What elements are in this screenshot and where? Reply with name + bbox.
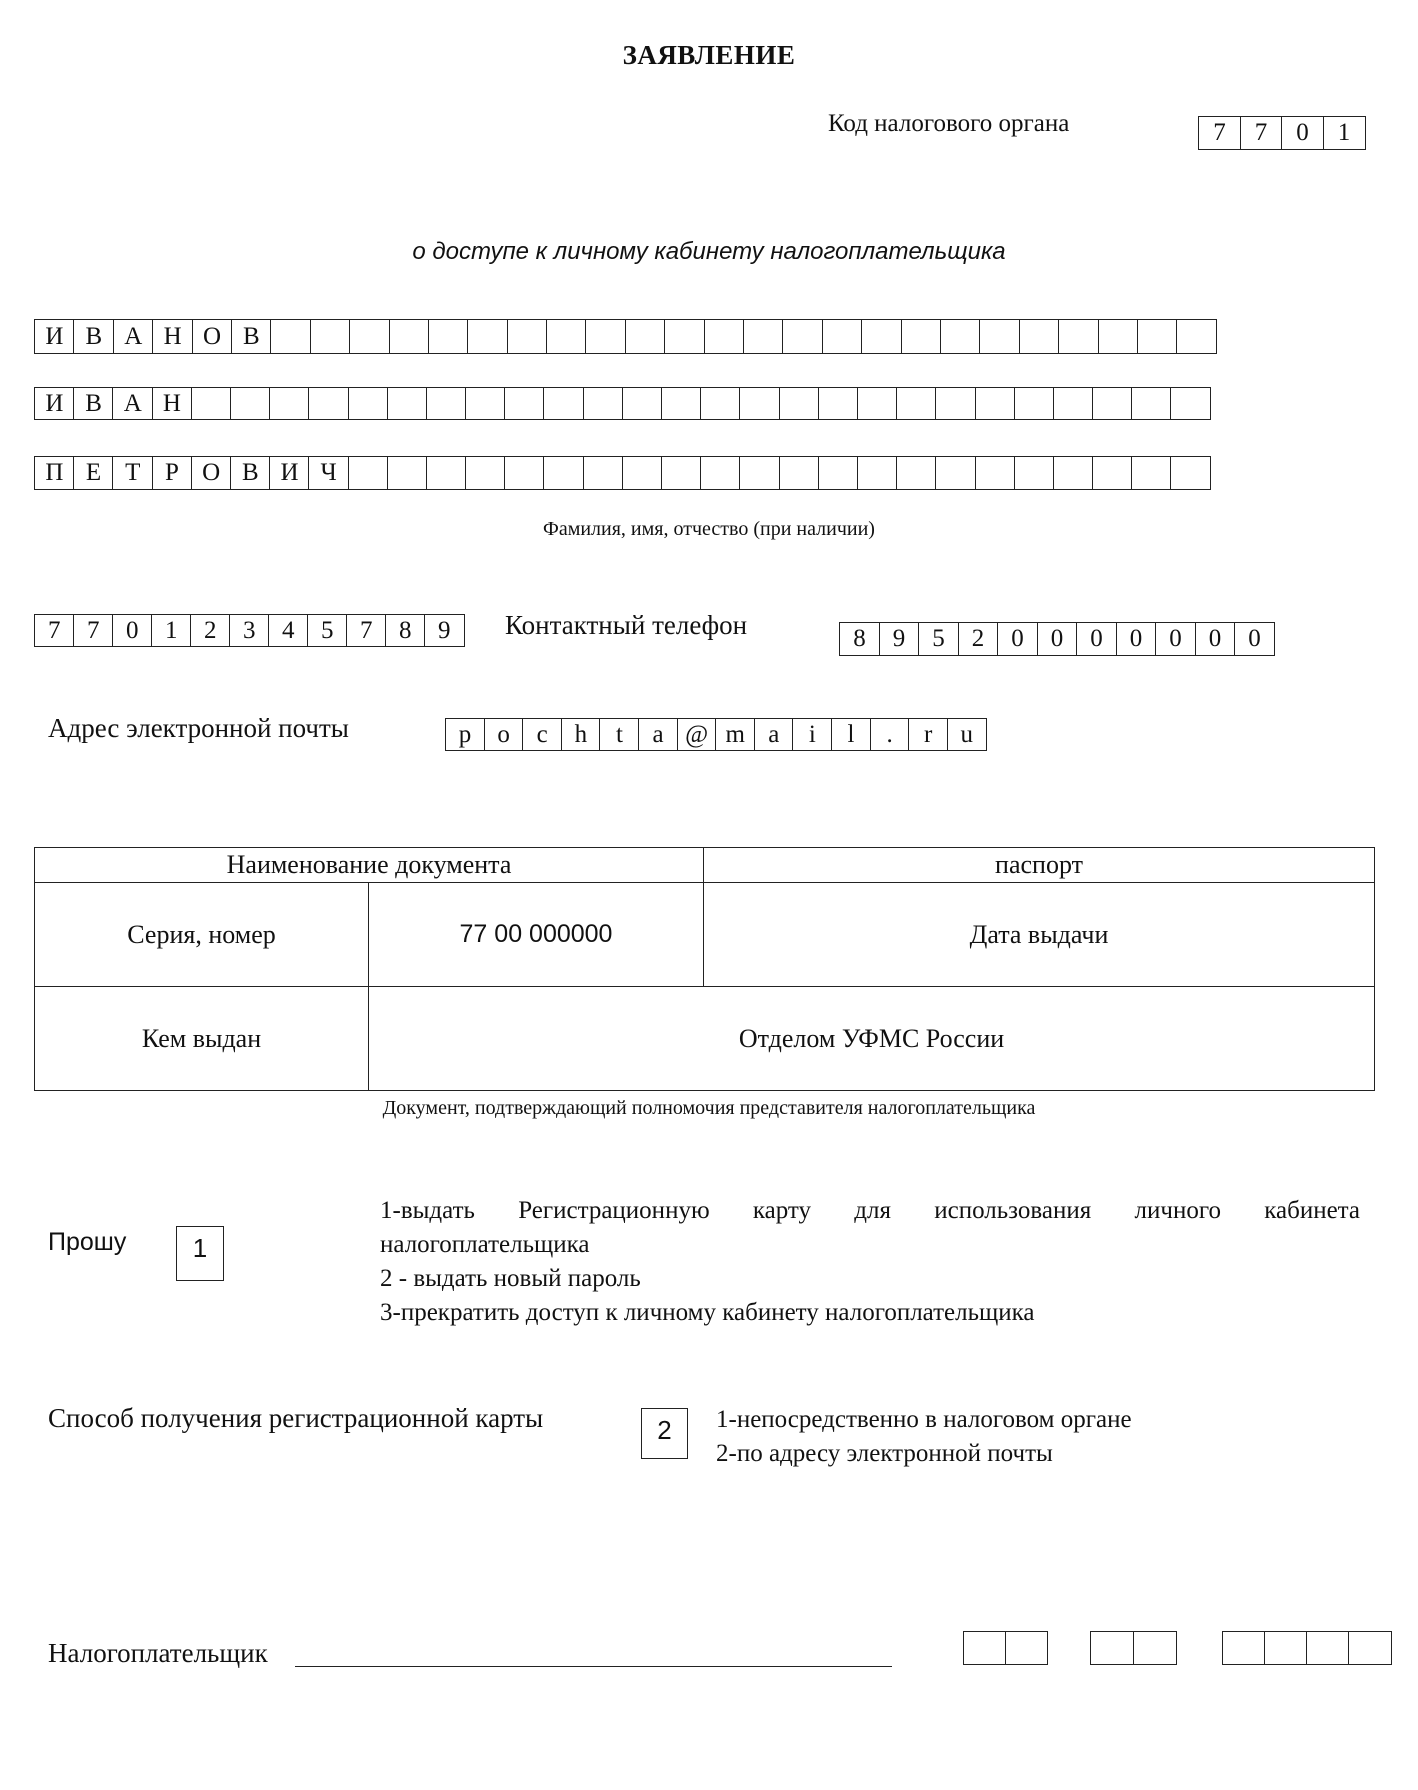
document-caption: Документ, подтверждающий полномочия представителя налогоплательщика (382, 1097, 1036, 1119)
char-cell: 8 (385, 614, 426, 647)
document-name-value[interactable]: паспорт (704, 848, 1375, 883)
char-cell (1098, 319, 1139, 354)
char-cell: 0 (1195, 622, 1236, 656)
char-cell: 0 (112, 614, 153, 647)
char-cell (465, 456, 506, 490)
form-subtitle: о доступе к личному кабинету налогоплательщика (412, 238, 1006, 265)
method-option-1: 1-непосредственно в налоговом органе (716, 1406, 1132, 1433)
char-cell (940, 319, 981, 354)
char-cell (1019, 319, 1060, 354)
surname-field[interactable] (34, 319, 1217, 354)
char-cell (979, 319, 1020, 354)
char-cell: 7 (1198, 116, 1241, 150)
method-label: Способ получения регистрационной карты (48, 1403, 544, 1433)
phone-label: Контактный телефон (505, 610, 748, 640)
char-cell: Е (73, 456, 114, 490)
char-cell: h (561, 718, 601, 751)
char-cell (739, 456, 780, 490)
char-cell (700, 456, 741, 490)
char-cell: t (599, 718, 639, 751)
char-cell: 1 (1323, 116, 1366, 150)
char-cell: А (112, 387, 153, 420)
request-choice-box[interactable]: 1 (176, 1226, 224, 1281)
char-cell (1170, 387, 1211, 420)
char-cell (822, 319, 863, 354)
method-options (716, 1403, 1132, 1471)
char-cell: p (445, 718, 485, 751)
char-cell: 4 (268, 614, 309, 647)
char-cell (428, 319, 469, 354)
char-cell: Т (112, 456, 153, 490)
char-cell (664, 319, 705, 354)
char-cell: 7 (73, 614, 114, 647)
char-cell (1092, 387, 1133, 420)
char-cell: 0 (997, 622, 1038, 656)
patronymic-field[interactable] (34, 456, 1211, 490)
fio-caption: Фамилия, имя, отчество (при наличии) (543, 518, 875, 540)
char-cell (1176, 319, 1217, 354)
char-cell (1348, 1631, 1392, 1665)
request-label: Прошу (48, 1228, 127, 1256)
char-cell: 1 (151, 614, 192, 647)
char-cell (543, 387, 584, 420)
char-cell: u (947, 718, 987, 751)
char-cell: 2 (190, 614, 231, 647)
char-cell: 5 (307, 614, 348, 647)
char-cell (583, 456, 624, 490)
method-option-2: 2-по адресу электронной почты (716, 1440, 1053, 1467)
char-cell (625, 319, 666, 354)
char-cell (1014, 387, 1055, 420)
char-cell: c (522, 718, 562, 751)
issued-by-label: Кем выдан (35, 987, 369, 1091)
char-cell (1264, 1631, 1308, 1665)
char-cell (1222, 1631, 1266, 1665)
document-table (34, 847, 1375, 1091)
date-day-boxes[interactable] (963, 1631, 1048, 1665)
document-name-label: Наименование документа (35, 848, 704, 883)
char-cell (1090, 1631, 1134, 1665)
char-cell (191, 387, 232, 420)
signature-line[interactable] (295, 1666, 892, 1667)
char-cell: r (908, 718, 948, 751)
char-cell (661, 456, 702, 490)
char-cell: 8 (839, 622, 880, 656)
char-cell (1137, 319, 1178, 354)
char-cell: В (231, 319, 272, 354)
tax-authority-code (1198, 116, 1366, 150)
char-cell (426, 387, 467, 420)
char-cell (704, 319, 745, 354)
char-cell (1058, 319, 1099, 354)
char-cell (310, 319, 351, 354)
email-field[interactable] (445, 718, 987, 751)
char-cell (1306, 1631, 1350, 1665)
request-option-2: 2 - выдать новый пароль (380, 1265, 641, 1292)
char-cell: О (192, 319, 233, 354)
char-cell (467, 319, 508, 354)
char-cell (1005, 1631, 1048, 1665)
char-cell (896, 387, 937, 420)
char-cell: 7 (1240, 116, 1283, 150)
char-cell (818, 456, 859, 490)
char-cell: 0 (1037, 622, 1078, 656)
char-cell: 0 (1281, 116, 1324, 150)
request-option-1-line1: 1-выдать Регистрационную карту для использования личного кабинета (380, 1197, 1360, 1224)
char-cell: А (113, 319, 154, 354)
char-cell (387, 387, 428, 420)
tax-authority-label: Код налогового органа (828, 110, 1070, 137)
char-cell (349, 319, 390, 354)
char-cell (230, 387, 271, 420)
char-cell (426, 456, 467, 490)
char-cell: Р (152, 456, 193, 490)
char-cell (622, 456, 663, 490)
char-cell: 7 (34, 614, 75, 647)
char-cell (270, 319, 311, 354)
char-cell: a (754, 718, 794, 751)
char-cell: И (269, 456, 310, 490)
char-cell: @ (677, 718, 717, 751)
series-label: Серия, номер (35, 883, 369, 987)
char-cell (507, 319, 548, 354)
char-cell (465, 387, 506, 420)
char-cell (504, 456, 545, 490)
char-cell (1170, 456, 1211, 490)
char-cell: О (191, 456, 232, 490)
char-cell: Н (152, 319, 193, 354)
char-cell: m (715, 718, 755, 751)
char-cell: a (638, 718, 678, 751)
inn-field[interactable] (34, 614, 465, 647)
char-cell (963, 1631, 1006, 1665)
char-cell: 7 (346, 614, 387, 647)
char-cell (700, 387, 741, 420)
request-options (380, 1194, 1360, 1330)
request-option-1-line2: налогоплательщика (380, 1231, 590, 1258)
char-cell (1131, 387, 1172, 420)
series-value[interactable]: 77 00 000000 (369, 883, 704, 987)
char-cell: o (484, 718, 524, 751)
char-cell: 0 (1076, 622, 1117, 656)
date-year-boxes[interactable] (1222, 1631, 1392, 1665)
form-title: ЗАЯВЛЕНИЕ (622, 40, 796, 70)
char-cell: i (792, 718, 832, 751)
char-cell (583, 387, 624, 420)
name-field[interactable] (34, 387, 1211, 420)
char-cell (901, 319, 942, 354)
char-cell (818, 387, 859, 420)
char-cell: В (230, 456, 271, 490)
char-cell (779, 456, 820, 490)
char-cell (308, 387, 349, 420)
email-label: Адрес электронной почты (48, 713, 349, 743)
char-cell (1092, 456, 1133, 490)
char-cell (661, 387, 702, 420)
char-cell: 0 (1234, 622, 1275, 656)
char-cell: И (34, 319, 75, 354)
char-cell (1131, 456, 1172, 490)
char-cell: В (73, 319, 114, 354)
char-cell: 3 (229, 614, 270, 647)
char-cell (1014, 456, 1055, 490)
char-cell: . (870, 718, 910, 751)
char-cell: l (831, 718, 871, 751)
date-month-boxes[interactable] (1090, 1631, 1177, 1665)
char-cell (779, 387, 820, 420)
char-cell: В (73, 387, 114, 420)
char-cell (389, 319, 430, 354)
issued-by-value[interactable]: Отделом УФМС России (369, 987, 1375, 1091)
char-cell: 9 (879, 622, 920, 656)
char-cell (387, 456, 428, 490)
char-cell: 0 (1155, 622, 1196, 656)
char-cell (857, 456, 898, 490)
char-cell (975, 387, 1016, 420)
taxpayer-label: Налогоплательщик (48, 1638, 268, 1668)
char-cell (546, 319, 587, 354)
char-cell: 5 (918, 622, 959, 656)
char-cell (857, 387, 898, 420)
char-cell (743, 319, 784, 354)
char-cell: 2 (958, 622, 999, 656)
char-cell: Н (152, 387, 193, 420)
char-cell (935, 387, 976, 420)
char-cell (1133, 1631, 1177, 1665)
request-option-3: 3-прекратить доступ к личному кабинету налогоплательщика (380, 1299, 1035, 1326)
issue-date-label: Дата выдачи (704, 883, 1375, 987)
char-cell (975, 456, 1016, 490)
char-cell (1053, 387, 1094, 420)
char-cell: 9 (424, 614, 465, 647)
char-cell: Ч (308, 456, 349, 490)
char-cell (269, 387, 310, 420)
char-cell (585, 319, 626, 354)
char-cell (348, 456, 389, 490)
char-cell (861, 319, 902, 354)
char-cell: И (34, 387, 75, 420)
char-cell (1053, 456, 1094, 490)
char-cell: 0 (1116, 622, 1157, 656)
char-cell (622, 387, 663, 420)
char-cell (504, 387, 545, 420)
char-cell (896, 456, 937, 490)
char-cell (348, 387, 389, 420)
char-cell: П (34, 456, 75, 490)
char-cell (739, 387, 780, 420)
char-cell (782, 319, 823, 354)
char-cell (935, 456, 976, 490)
method-choice-box[interactable]: 2 (641, 1408, 688, 1459)
char-cell (543, 456, 584, 490)
phone-field[interactable] (839, 622, 1275, 656)
